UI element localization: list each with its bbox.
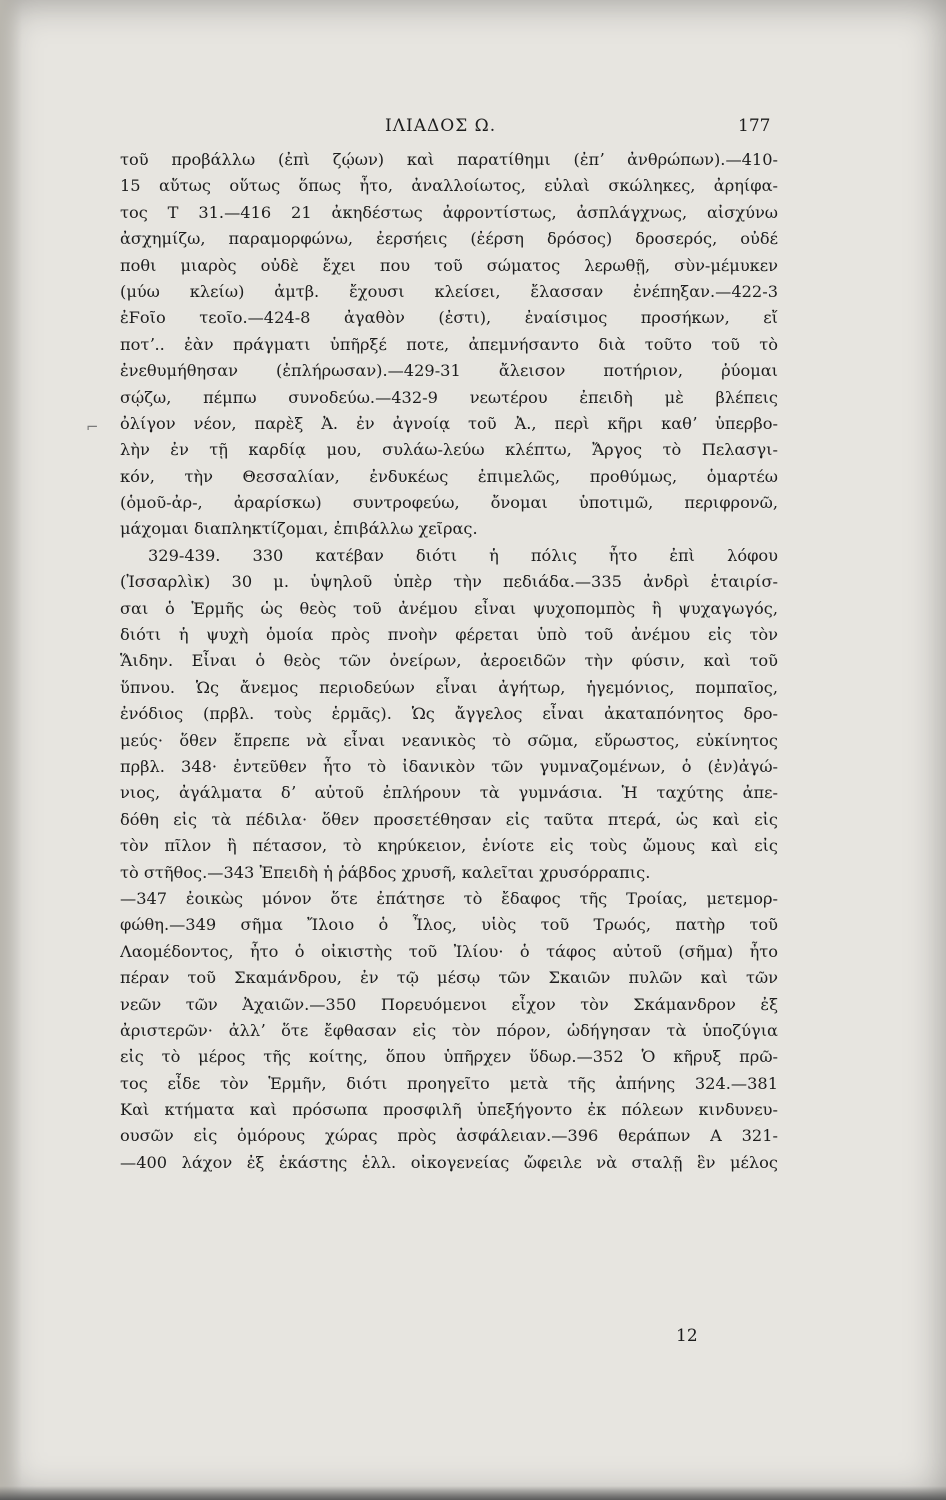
- text-line: Λαομέδοντος, ἦτο ὁ οἰκιστὴς τοῦ Ἰλίου· ὁ τάφος αὐτοῦ (σῆμα) ἦτο: [120, 941, 778, 961]
- page-header: [0, 116, 946, 144]
- text-line: σῴζω, πέμπω συνοδεύω.—432-9 νεωτέρου ἐπειδὴ μὲ βλέπεις: [120, 387, 778, 407]
- text-line: μεύς· ὅθεν ἔπρεπε νὰ εἶναι νεανικὸς τὸ σῶμα, εὔρωστος, εὐκίνητος: [120, 730, 778, 750]
- text-line: (μύω κλείω) ἀμτβ. ἔχουσι κλείσει, ἔλασσαν ἐνέπηξαν.—422-3: [120, 281, 778, 301]
- text-line: (Ἰσσαρλὶκ) 30 μ. ὑψηλοῦ ὑπὲρ τὴν πεδιάδα.—335 ἀνδρὶ ἑταιρίσ-: [120, 572, 778, 592]
- text-line: τος Τ 31.—416 21 ἀκηδέστως ἀφροντίστως, ἀσπλάγχνως, αἰσχύνω: [120, 202, 778, 222]
- page-number: 177: [738, 116, 771, 136]
- text-line: 329-439. 330 κατέβαν διότι ἡ πόλις ἦτο ἐπὶ λόφου: [148, 545, 778, 565]
- text-line: —347 ἐοικὼς μόνον ὅτε ἐπάτησε τὸ ἔδαφος τῆς Τροίας, μετεμορ-: [120, 888, 778, 908]
- text-line: τὸ στῆθος.—343 Ἐπειδὴ ἡ ῥάβδος χρυσῆ, καλεῖται χρυσόρραπις.: [120, 862, 651, 882]
- text-line: ἐνεθυμήθησαν (ἐπλήρωσαν).—429-31 ἄλεισον ποτήριον, ῥύομαι: [120, 361, 778, 381]
- text-line: πέραν τοῦ Σκαμάνδρου, ἐν τῷ μέσῳ τῶν Σκαιῶν πυλῶν καὶ τῶν: [120, 968, 778, 988]
- text-line: κόν, τὴν Θεσσαλίαν, ἐνδυκέως ἐπιμελῶς, προθύμως, ὁμαρτέω: [120, 466, 778, 486]
- text-line: (ὁμοῦ-ἀρ-, ἀραρίσκω) συντροφεύω, ὄνομαι ὑποτιμῶ, περιφρονῶ,: [120, 493, 778, 513]
- text-line: πρβλ. 348· ἐντεῦθεν ἦτο τὸ ἰδανικὸν τῶν γυμναζομένων, ὁ (ἐν)ἀγώ-: [120, 756, 778, 776]
- commentary-text: [120, 147, 778, 1176]
- text-line: νιος, ἀγάλματα δʼ αὐτοῦ ἐπλήρουν τὰ γυμνάσια. Ἡ ταχύτης ἀπε-: [120, 783, 778, 803]
- text-line: σαι ὁ Ἑρμῆς ὡς θεὸς τοῦ ἀνέμου εἶναι ψυχοπομπὸς ἢ ψυχαγωγός,: [120, 598, 778, 618]
- text-line: δόθη εἰς τὰ πέδιλα· ὅθεν προσετέθησαν εἰς ταῦτα πτερά, ὡς καὶ εἰς: [120, 809, 778, 829]
- text-line: ποτʼ.. ἐὰν πράγματι ὑπῆρξέ ποτε, ἀπεμνήσαντο διὰ τοῦτο τοῦ τὸ: [120, 334, 778, 354]
- scan-edge-shadow: [0, 0, 22, 1500]
- text-line: λὴν ἐν τῇ καρδίᾳ μου, συλάω-λεύω κλέπτω, Ἄργος τὸ Πελασγι-: [120, 440, 778, 460]
- text-line: τὸν πῖλον ἢ πέτασον, τὸ κηρύκειον, ἐνίοτε εἰς τοὺς ὤμους καὶ εἰς: [120, 836, 778, 856]
- text-line: εἰς τὸ μέρος τῆς κοίτης, ὅπου ὑπῆρχεν ὕδωρ.—352 Ὁ κῆρυξ πρῶ-: [120, 1047, 778, 1067]
- text-line: ἀριστερῶν· ἀλλʼ ὅτε ἔφθασαν εἰς τὸν πόρον, ὡδήγησαν τὰ ὑποζύγια: [120, 1020, 778, 1040]
- text-line: ἀσχημίζω, παραμορφώνω, ἐερσήεις (ἐέρση δρόσος) δροσερός, οὐδέ: [120, 229, 778, 249]
- text-line: τος εἶδε τὸν Ἑρμῆν, διότι προηγεῖτο μετὰ τῆς ἀπήνης 324.—381: [120, 1073, 778, 1093]
- scan-edge-shadow-bottom: [0, 1486, 946, 1500]
- text-line: τοῦ προβάλλω (ἐπὶ ζῴων) καὶ παρατίθημι (ἐπʼ ἀνθρώπων).—410-: [120, 150, 778, 169]
- text-line: ὀλίγον νέον, παρὲξ Ἀ. ἐν ἀγνοίᾳ τοῦ Ἀ., περὶ κῆρι καθʼ ὑπερβο-: [120, 413, 778, 433]
- text-line: διότι ἡ ψυχὴ ὁμοία πρὸς πνοὴν φέρεται ὑπὸ τοῦ ἀνέμου εἰς τὸν: [120, 625, 778, 645]
- text-line: ἐνόδιος (πρβλ. τοὺς ἑρμᾶς). Ὡς ἄγγελος εἶναι ἀκαταπόνητος δρο-: [120, 704, 778, 724]
- text-line: νεῶν τῶν Ἀχαιῶν.—350 Πορευόμενοι εἶχον τὸν Σκάμανδρον ἐξ: [120, 994, 778, 1014]
- text-line: Ἅιδην. Εἶναι ὁ θεὸς τῶν ὀνείρων, ἀεροειδῶν τὴν φύσιν, καὶ τοῦ: [120, 651, 778, 671]
- text-line: ἐϜοῖο τεοῖο.—424-8 ἀγαθὸν (ἐστι), ἐναίσιμος προσήκων, εἴ: [120, 308, 778, 328]
- text-line: ποθι μιαρὸς οὐδὲ ἔχει που τοῦ σώματος λερωθῇ, σὺν-μέμυκεν: [120, 255, 778, 275]
- text-line: Καὶ κτήματα καὶ πρόσωπα προσφιλῆ ὑπεξήγοντο ἐκ πόλεων κινδυνευ-: [120, 1100, 778, 1120]
- text-line: —400 λάχον ἐξ ἑκάστης ἑλλ. οἰκογενείας ὤφειλε νὰ σταλῇ ἓν μέλος: [120, 1152, 778, 1172]
- text-line: ουσῶν εἰς ὁμόρους χώρας πρὸς ἀσφάλειαν.—396 θεράπων Α 321-: [120, 1126, 778, 1146]
- text-line: 15 αὔτως οὕτως ὅπως ἦτο, ἀναλλοίωτος, εὐλαὶ σκώληκες, ἀρηίφα-: [120, 176, 778, 196]
- gathering-signature: 12: [676, 1326, 698, 1346]
- text-line: φώθη.—349 σῆμα Ἴλοιο ὁ Ἶλος, υἱὸς τοῦ Τρωός, πατὴρ τοῦ: [120, 915, 778, 935]
- text-line: ὕπνου. Ὡς ἄνεμος περιοδεύων εἶναι ἀγήτωρ, ἡγεμόνιος, πομπαῖος,: [120, 677, 778, 697]
- text-line: μάχομαι διαπληκτίζομαι, ἐπιβάλλω χεῖρας.: [120, 519, 478, 539]
- running-title: ΙΛΙΑΔΟΣ Ω.: [385, 116, 497, 136]
- margin-pencil-mark: ⌐: [86, 418, 99, 436]
